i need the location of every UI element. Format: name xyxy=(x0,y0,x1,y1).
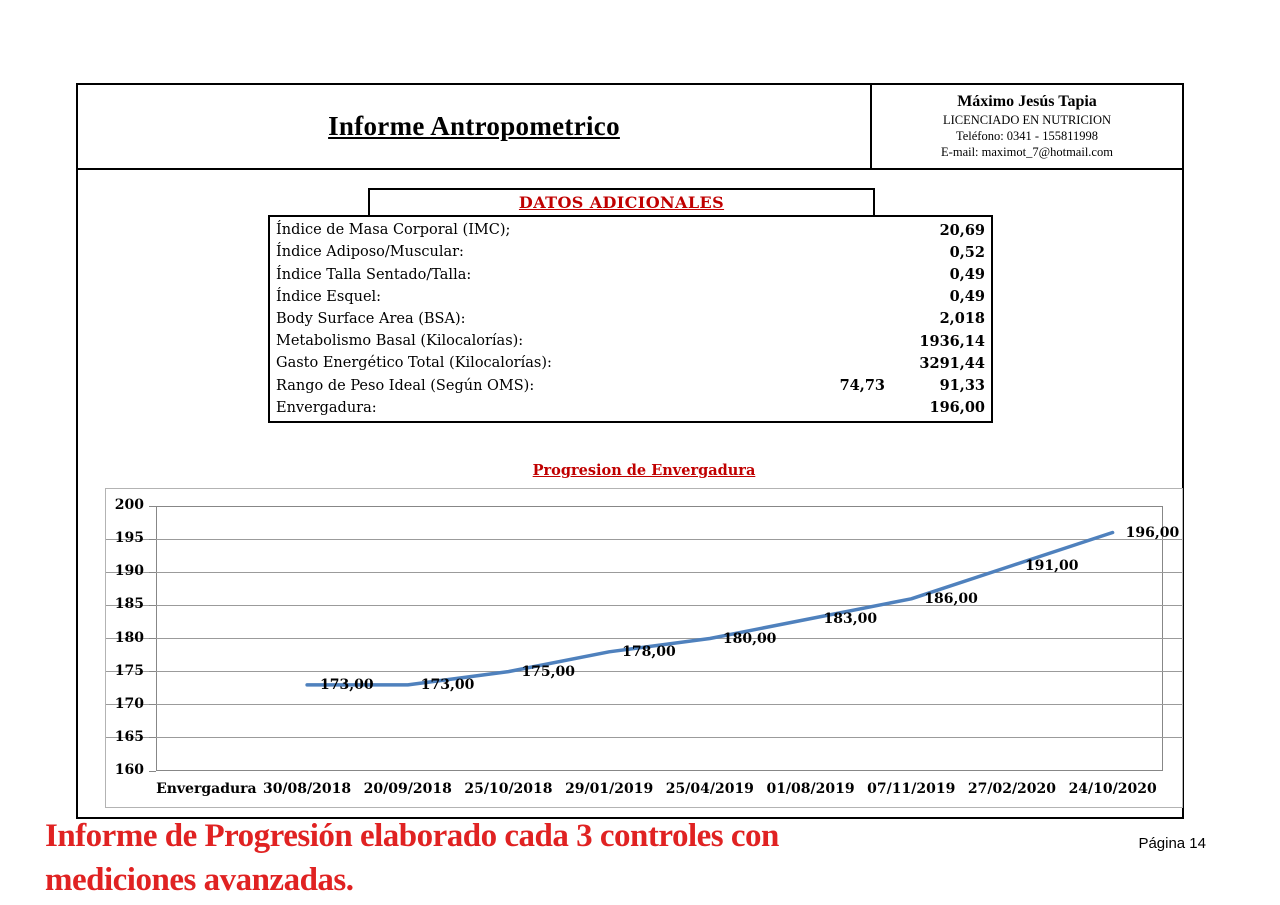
chart-x-category-label: Envergadura xyxy=(156,781,257,797)
row-label: Rango de Peso Ideal (Según OMS): xyxy=(276,377,535,394)
table-row xyxy=(270,375,991,397)
envergadura-chart xyxy=(105,488,1183,808)
chart-x-category-label: 01/08/2019 xyxy=(766,781,855,797)
report-title-cell xyxy=(78,85,872,168)
row-label: Metabolismo Basal (Kilocalorías): xyxy=(276,333,524,350)
chart-y-axis-label: 180 xyxy=(114,629,144,646)
chart-data-label: 186,00 xyxy=(924,590,978,607)
footer-note xyxy=(45,814,1005,902)
practitioner-email: E-mail: maximot_7@hotmail.com xyxy=(941,145,1113,159)
row-label: Índice Esquel: xyxy=(276,288,382,305)
chart-x-category-label: 27/02/2020 xyxy=(967,781,1057,797)
datos-adicionales-title: DATOS ADICIONALES xyxy=(518,193,725,212)
row-value: 20,69 xyxy=(939,221,985,239)
chart-data-label: 173,00 xyxy=(320,676,374,693)
chart-x-category-label: 30/08/2018 xyxy=(262,781,352,797)
row-value-secondary: 74,73 xyxy=(839,377,885,395)
table-row xyxy=(270,308,991,330)
row-value: 3291,44 xyxy=(919,354,985,372)
chart-data-label: 173,00 xyxy=(420,676,475,693)
row-value: 0,49 xyxy=(949,288,985,306)
row-label: Gasto Energético Total (Kilocalorías): xyxy=(276,355,552,372)
datos-adicionales-table xyxy=(268,215,993,423)
row-value: 0,49 xyxy=(949,266,985,284)
row-value: 196,00 xyxy=(929,399,985,417)
table-row xyxy=(270,286,991,308)
chart-y-axis-label: 165 xyxy=(114,728,144,745)
row-label: Índice Adiposo/Muscular: xyxy=(276,244,464,261)
datos-adicionales-box xyxy=(368,188,875,217)
table-row xyxy=(270,241,991,263)
table-row xyxy=(270,219,991,241)
chart-y-axis-label: 160 xyxy=(114,762,144,778)
page-number: Página 14 xyxy=(1138,835,1206,852)
chart-data-label: 178,00 xyxy=(622,643,676,660)
practitioner-contact-block xyxy=(872,85,1182,168)
practitioner-phone: Teléfono: 0341 - 155811998 xyxy=(955,129,1099,143)
chart-x-category-label: 07/11/2019 xyxy=(867,781,956,797)
chart-line-series xyxy=(307,533,1113,685)
chart-y-axis-label: 195 xyxy=(114,530,144,547)
row-value: 1936,14 xyxy=(919,332,985,350)
chart-y-axis-label: 185 xyxy=(114,596,144,613)
chart-data-label: 180,00 xyxy=(722,630,777,647)
report-header xyxy=(78,85,1182,170)
chart-x-category-label: 24/10/2020 xyxy=(1068,781,1157,797)
row-label: Body Surface Area (BSA): xyxy=(276,310,466,327)
chart-y-axis-label: 175 xyxy=(114,662,144,679)
row-value: 2,018 xyxy=(939,310,985,328)
chart-x-category-label: 25/04/2019 xyxy=(665,781,754,797)
table-row xyxy=(270,330,991,352)
chart-data-label: 183,00 xyxy=(823,610,878,627)
table-row xyxy=(270,263,991,285)
chart-y-axis-label: 170 xyxy=(114,695,144,712)
row-label: Índice Talla Sentado/Talla: xyxy=(276,266,472,283)
page-title: Informe Antropometrico xyxy=(328,111,620,141)
chart-y-axis-label: 190 xyxy=(114,563,144,580)
chart-x-category-label: 29/01/2019 xyxy=(565,781,654,797)
row-value: 91,33 xyxy=(939,377,985,395)
chart-x-category-label: 25/10/2018 xyxy=(464,781,553,797)
chart-y-axis-label: 200 xyxy=(114,497,144,513)
table-row xyxy=(270,352,991,374)
chart-data-label: 191,00 xyxy=(1024,557,1079,574)
chart-x-category-label: 20/09/2018 xyxy=(363,781,452,797)
chart-data-label: 175,00 xyxy=(521,663,576,680)
table-row xyxy=(270,397,991,419)
row-value: 0,52 xyxy=(949,243,985,261)
footer-note-line-1: Informe de Progresión elaborado cada 3 controles con xyxy=(45,818,779,854)
footer-note-line-2: mediciones avanzadas. xyxy=(45,862,354,898)
chart-data-label: 196,00 xyxy=(1125,524,1180,541)
practitioner-name: Máximo Jesús Tapia xyxy=(957,93,1097,110)
chart-title: Progresion de Envergadura xyxy=(532,462,756,479)
row-label: Índice de Masa Corporal (IMC); xyxy=(276,222,511,239)
practitioner-credential: LICENCIADO EN NUTRICION xyxy=(942,113,1112,127)
row-label: Envergadura: xyxy=(276,399,377,416)
